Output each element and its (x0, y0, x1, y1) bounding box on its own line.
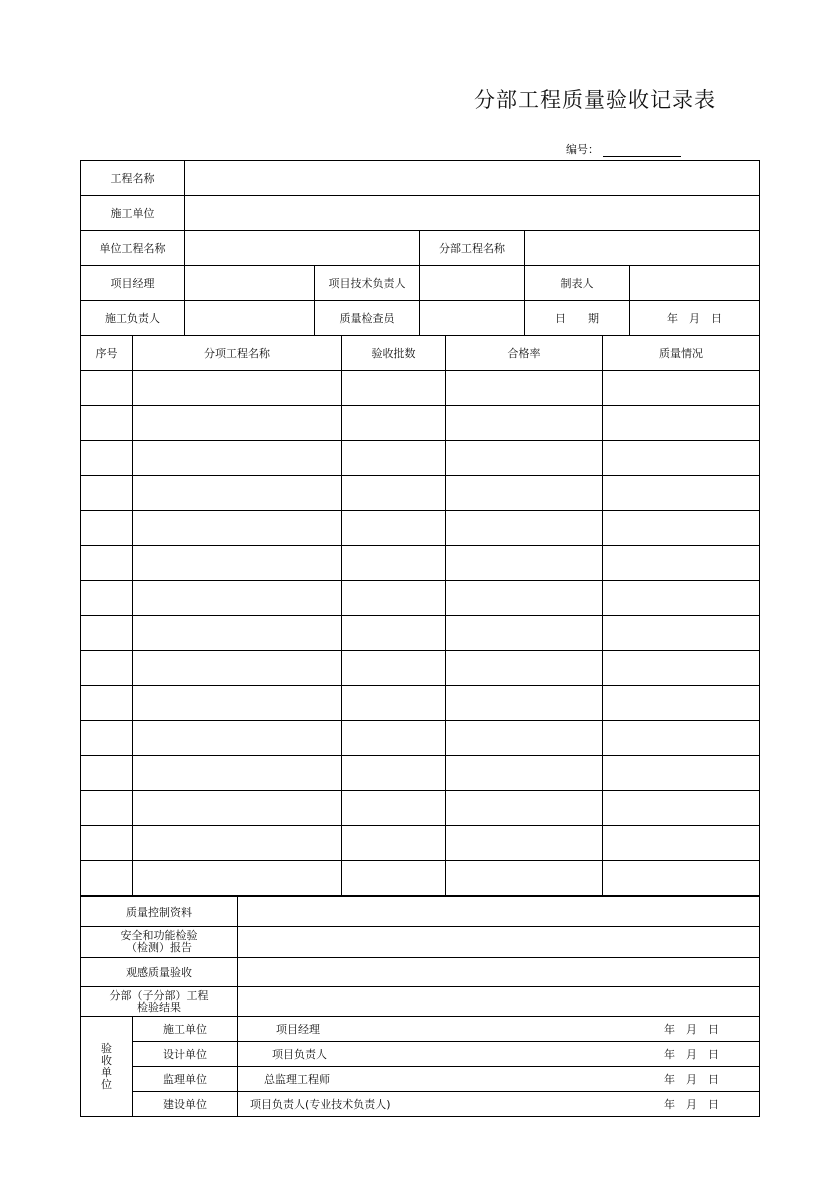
safety-report-label-line2: （检测）报告 (126, 941, 192, 954)
quality-status-cell[interactable] (603, 476, 760, 511)
batch-count-cell[interactable] (342, 826, 446, 861)
pass-rate-cell[interactable] (446, 441, 603, 476)
seq-cell[interactable] (81, 476, 133, 511)
form-number-label: 编号： (566, 143, 599, 156)
batch-count-cell[interactable] (342, 721, 446, 756)
project-name-field[interactable] (185, 161, 760, 196)
table-row (81, 441, 760, 476)
acceptance-unit: 设计单位 (133, 1042, 238, 1067)
batch-count-cell[interactable] (342, 791, 446, 826)
col-header-pass-rate: 合格率 (446, 336, 603, 371)
pass-rate-cell[interactable] (446, 721, 603, 756)
sub-item-name-cell[interactable] (133, 511, 342, 546)
sub-item-name-cell[interactable] (133, 686, 342, 721)
acceptance-date: 年 月 日 (664, 1073, 719, 1086)
safety-report-label (81, 927, 238, 958)
prepared-by-field[interactable] (630, 266, 760, 301)
quality-status-cell[interactable] (603, 686, 760, 721)
division-project-name-field[interactable] (525, 231, 760, 266)
batch-count-cell[interactable] (342, 476, 446, 511)
pass-rate-cell[interactable] (446, 511, 603, 546)
table-row (81, 651, 760, 686)
pass-rate-cell[interactable] (446, 546, 603, 581)
acceptance-group-label (81, 1017, 133, 1117)
col-header-quality-status: 质量情况 (603, 336, 760, 371)
pass-rate-cell[interactable] (446, 826, 603, 861)
unit-project-name-label: 单位工程名称 (81, 231, 185, 266)
acceptance-unit: 监理单位 (133, 1067, 238, 1092)
quality-status-cell[interactable] (603, 721, 760, 756)
construction-lead-label: 施工负责人 (81, 301, 185, 336)
acceptance-group-text: 验收单位 (101, 1041, 112, 1091)
seq-cell[interactable] (81, 791, 133, 826)
appearance-field[interactable] (238, 958, 760, 987)
quality-status-cell[interactable] (603, 546, 760, 581)
sub-item-name-cell[interactable] (133, 616, 342, 651)
seq-cell[interactable] (81, 651, 133, 686)
table-row (81, 476, 760, 511)
unit-project-name-field[interactable] (185, 231, 420, 266)
col-header-seq: 序号 (81, 336, 133, 371)
sub-item-name-cell[interactable] (133, 756, 342, 791)
date-field[interactable]: 年 月 日 (630, 301, 760, 336)
batch-count-cell[interactable] (342, 581, 446, 616)
acceptance-date: 年 月 日 (664, 1048, 719, 1061)
acceptance-sign-row[interactable] (238, 1042, 760, 1067)
seq-cell[interactable] (81, 511, 133, 546)
pass-rate-cell[interactable] (446, 616, 603, 651)
quality-status-cell[interactable] (603, 756, 760, 791)
table-row (81, 721, 760, 756)
sub-item-name-cell[interactable] (133, 441, 342, 476)
batch-count-cell[interactable] (342, 546, 446, 581)
inspection-result-label (81, 987, 238, 1017)
col-header-sub-item-name: 分项工程名称 (133, 336, 342, 371)
table-row (81, 861, 760, 896)
project-tech-lead-field[interactable] (420, 266, 525, 301)
acceptance-sign-row[interactable] (238, 1067, 760, 1092)
pass-rate-cell[interactable] (446, 756, 603, 791)
quality-inspector-field[interactable] (420, 301, 525, 336)
construction-unit-label: 施工单位 (81, 196, 185, 231)
sub-item-name-cell[interactable] (133, 791, 342, 826)
table-row (81, 581, 760, 616)
prepared-by-label: 制表人 (525, 266, 630, 301)
batch-count-cell[interactable] (342, 371, 446, 406)
seq-cell[interactable] (81, 371, 133, 406)
batch-count-cell[interactable] (342, 441, 446, 476)
project-name-label: 工程名称 (81, 161, 185, 196)
sub-item-name-cell[interactable] (133, 371, 342, 406)
appearance-label: 观感质量验收 (81, 958, 238, 987)
page-title: 分部工程质量验收记录表 (474, 88, 716, 112)
quality-status-cell[interactable] (603, 511, 760, 546)
quality-status-cell[interactable] (603, 861, 760, 896)
quality-status-cell[interactable] (603, 371, 760, 406)
seq-cell[interactable] (81, 616, 133, 651)
batch-count-cell[interactable] (342, 686, 446, 721)
acceptance-sign-row[interactable] (238, 1017, 760, 1042)
quality-status-cell[interactable] (603, 406, 760, 441)
table-row (81, 756, 760, 791)
division-project-name-label: 分部工程名称 (420, 231, 525, 266)
sub-item-name-cell[interactable] (133, 476, 342, 511)
pass-rate-cell[interactable] (446, 861, 603, 896)
acceptance-unit: 建设单位 (133, 1092, 238, 1117)
batch-count-cell[interactable] (342, 406, 446, 441)
batch-count-cell[interactable] (342, 616, 446, 651)
summary-table (80, 896, 760, 1117)
acceptance-role: 项目经理 (276, 1023, 320, 1036)
col-header-batch-count: 验收批数 (342, 336, 446, 371)
table-row (81, 511, 760, 546)
sub-item-name-cell[interactable] (133, 721, 342, 756)
pass-rate-cell[interactable] (446, 371, 603, 406)
inspection-result-label-line1: 分部（子分部）工程 (109, 988, 209, 1002)
seq-cell[interactable] (81, 581, 133, 616)
quality-status-cell[interactable] (603, 791, 760, 826)
pass-rate-cell[interactable] (446, 581, 603, 616)
safety-report-field[interactable] (238, 927, 760, 958)
quality-status-cell[interactable] (603, 616, 760, 651)
project-tech-lead-label: 项目技术负责人 (315, 266, 420, 301)
acceptance-role: 项目负责人 (272, 1048, 327, 1061)
acceptance-role: 总监理工程师 (264, 1073, 330, 1086)
quality-status-cell[interactable] (603, 581, 760, 616)
sub-item-name-cell[interactable] (133, 651, 342, 686)
table-row (81, 791, 760, 826)
construction-lead-field[interactable] (185, 301, 315, 336)
sub-item-name-cell[interactable] (133, 406, 342, 441)
form-number (566, 141, 681, 157)
project-manager-label: 项目经理 (81, 266, 185, 301)
acceptance-date: 年 月 日 (664, 1023, 719, 1036)
quality-docs-label: 质量控制资料 (81, 897, 238, 927)
seq-cell[interactable] (81, 686, 133, 721)
seq-cell[interactable] (81, 406, 133, 441)
batch-count-cell[interactable] (342, 861, 446, 896)
table-row (81, 546, 760, 581)
table-row (81, 406, 760, 441)
table-row (81, 686, 760, 721)
project-manager-field[interactable] (185, 266, 315, 301)
batch-count-cell[interactable] (342, 756, 446, 791)
seq-cell[interactable] (81, 441, 133, 476)
table-row (81, 371, 760, 406)
acceptance-sign-row[interactable] (238, 1092, 760, 1117)
batch-count-cell[interactable] (342, 511, 446, 546)
safety-report-label-line1: 安全和功能检验 (120, 929, 198, 942)
table-row (81, 616, 760, 651)
pass-rate-cell[interactable] (446, 651, 603, 686)
quality-status-cell[interactable] (603, 651, 760, 686)
seq-cell[interactable] (81, 721, 133, 756)
pass-rate-cell[interactable] (446, 686, 603, 721)
pass-rate-cell[interactable] (446, 476, 603, 511)
date-label: 日 期 (525, 301, 630, 336)
table-row (81, 826, 760, 861)
sub-item-table (80, 335, 760, 896)
acceptance-unit: 施工单位 (133, 1017, 238, 1042)
seq-cell[interactable] (81, 756, 133, 791)
sub-item-name-cell[interactable] (133, 546, 342, 581)
seq-cell[interactable] (81, 826, 133, 861)
inspection-result-field[interactable] (238, 987, 760, 1017)
sub-item-name-cell[interactable] (133, 861, 342, 896)
acceptance-role: 项目负责人(专业技术负责人) (250, 1098, 391, 1111)
acceptance-date: 年 月 日 (664, 1098, 719, 1111)
construction-unit-field[interactable] (185, 196, 760, 231)
seq-cell[interactable] (81, 861, 133, 896)
sub-item-name-cell[interactable] (133, 581, 342, 616)
sub-item-name-cell[interactable] (133, 826, 342, 861)
quality-status-cell[interactable] (603, 441, 760, 476)
inspection-result-label-line2: 检验结果 (137, 1000, 181, 1014)
form-number-field[interactable] (603, 144, 681, 157)
seq-cell[interactable] (81, 546, 133, 581)
pass-rate-cell[interactable] (446, 791, 603, 826)
quality-status-cell[interactable] (603, 826, 760, 861)
quality-inspector-label: 质量检查员 (315, 301, 420, 336)
batch-count-cell[interactable] (342, 651, 446, 686)
quality-docs-field[interactable] (238, 897, 760, 927)
header-info-table (80, 160, 760, 336)
pass-rate-cell[interactable] (446, 406, 603, 441)
